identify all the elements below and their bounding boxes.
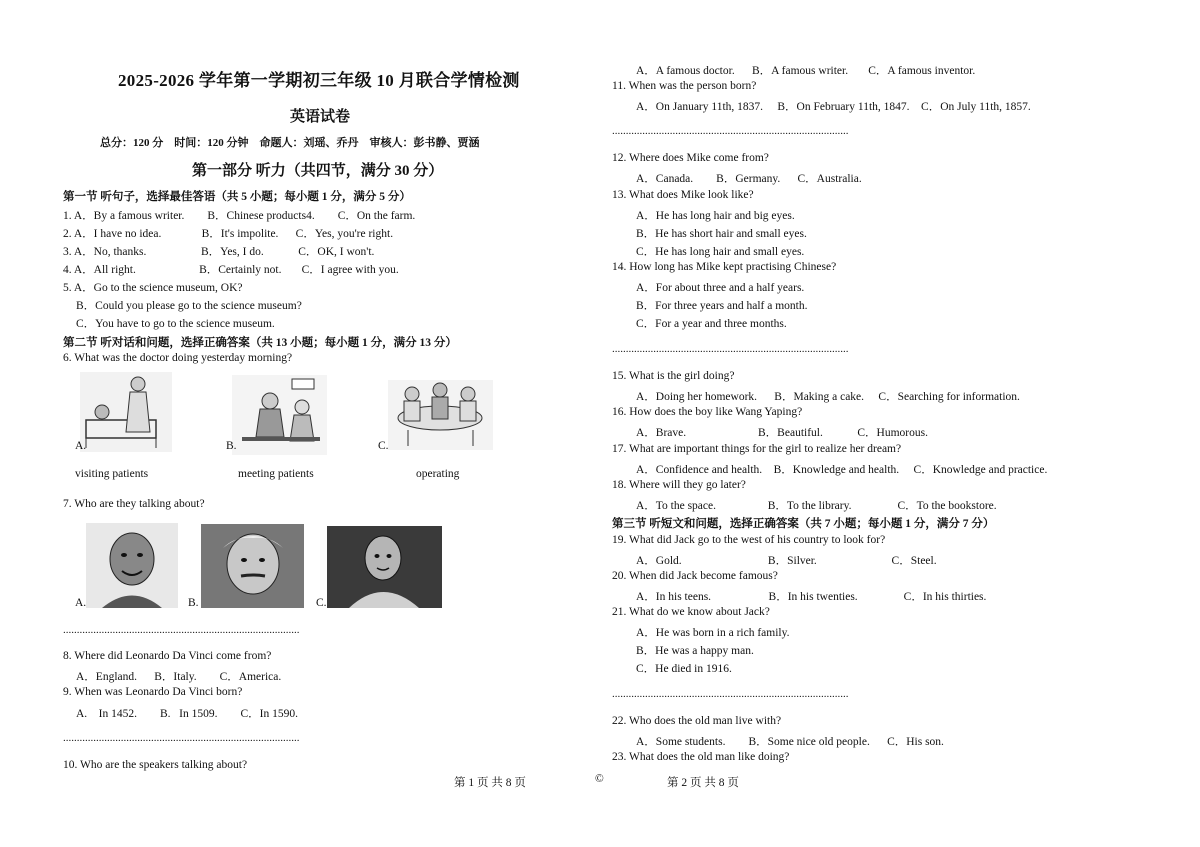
option-c-label: C. [378, 440, 389, 452]
exam-title: 2025-2026 学年第一学期初三年级 10 月联合学情检测 [118, 71, 520, 90]
question-3: 3. A．No, thanks. B．Yes, I do. C．OK, I won't. [63, 246, 375, 258]
exam-meta: 总分：120 分 时间：120 分钟 命题人：刘瑶、乔丹 审核人：彭书静、贾涵 [100, 137, 480, 149]
option-b-label: B. [188, 597, 199, 609]
option-a-label: A. [75, 440, 87, 452]
question-14-option-c: C．For a year and three months. [636, 318, 787, 330]
question-17: 17. What are important things for the girl to realize her dream? [612, 443, 902, 455]
question-15-options: A．Doing her homework. B．Making a cake. C．Searching for information. [636, 391, 1020, 403]
section-title: 第一节 听句子，选择最佳答语（共 5 小题；每小题 1 分，满分 5 分） [63, 191, 411, 203]
page-number-left: 第 1 页 共 8 页 [454, 777, 526, 789]
option-b-label: B. [226, 440, 237, 452]
question-9: 9. When was Leonardo Da Vinci born? [63, 686, 243, 698]
question-21-option-b: B．He was a happy man. [636, 645, 754, 657]
doctor-visiting-patients-image [80, 372, 172, 452]
question-14-option-b: B．For three years and half a month. [636, 300, 808, 312]
portrait-b-image [201, 524, 304, 608]
question-5-option-b: B．Could you please go to the science museum? [76, 300, 302, 312]
question-21: 21. What do we know about Jack? [612, 606, 770, 618]
doctor-meeting-patients-image [232, 375, 327, 455]
question-22: 22. Who does the old man live with? [612, 715, 782, 727]
question-18: 18. Where will they go later? [612, 479, 746, 491]
question-13-option-a: A．He has long hair and big eyes. [636, 210, 795, 222]
question-5-option-c: C．You have to go to the science museum. [76, 318, 275, 330]
question-23: 23. What does the old man like doing? [612, 751, 790, 763]
question-15: 15. What is the girl doing? [612, 370, 735, 382]
question-14: 14. How long has Mike kept practising Chinese? [612, 261, 837, 273]
question-6: 6. What was the doctor doing yesterday morning? [63, 352, 293, 364]
question-7: 7. Who are they talking about? [63, 498, 205, 510]
question-5: 5. A．Go to the science museum, OK? [63, 282, 243, 294]
dotted-separator: ...................................................................................... [63, 624, 300, 636]
question-2: 2. A．I have no idea. B．It's impolite. C．Yes, you're right. [63, 228, 394, 240]
question-22-options: A．Some students. B．Some nice old people. C．His son. [636, 736, 944, 748]
question-20-options: A．In his teens. B．In his twenties. C．In his thirties. [636, 591, 987, 603]
copyright-mark: © [595, 773, 604, 785]
question-13: 13. What does Mike look like? [612, 189, 754, 201]
dotted-separator: ...................................................................................... [63, 732, 300, 744]
question-16: 16. How does the boy like Wang Yaping? [612, 406, 803, 418]
question-13-option-c: C．He has long hair and small eyes. [636, 246, 805, 258]
question-12: 12. Where does Mike come from? [612, 152, 769, 164]
question-4: 4. A．All right. B．Certainly not. C．I agree with you. [63, 264, 399, 276]
question-17-options: A．Confidence and health. B．Knowledge and health. C．Knowledge and practice. [636, 464, 1048, 476]
question-8: 8. Where did Leonardo Da Vinci come from? [63, 650, 272, 662]
caption-visiting-patients: visiting patients [75, 468, 149, 480]
question-13-option-b: B．He has short hair and small eyes. [636, 228, 807, 240]
option-c-label: C. [316, 597, 327, 609]
option-a-label: A. [75, 597, 87, 609]
dotted-separator: ...................................................................................... [612, 688, 849, 700]
question-14-option-a: A．For about three and a half years. [636, 282, 805, 294]
page-number-right: 第 2 页 共 8 页 [667, 777, 739, 789]
question-11: 11. When was the person born? [612, 80, 757, 92]
exam-subtitle: 英语试卷 [290, 109, 351, 125]
question-18-options: A．To the space. B．To the library. C．To the bookstore. [636, 500, 997, 512]
section-title: 第二节 听对话和问题，选择正确答案（共 13 小题；每小题 1 分，满分 13 分） [63, 337, 457, 349]
question-21-option-c: C．He died in 1916. [636, 663, 732, 675]
question-1: 1. A．By a famous writer. B．Chinese products4. C．On the farm. [63, 210, 416, 222]
portrait-c-image [327, 526, 442, 608]
portrait-a-image [86, 523, 178, 608]
doctor-operating-image [388, 380, 493, 450]
question-8-options: A．England. B．Italy. C．America. [76, 671, 282, 683]
dotted-separator: ...................................................................................... [612, 343, 849, 355]
section-title: 第三节 听短文和问题，选择正确答案（共 7 小题；每小题 1 分，满分 7 分） [612, 518, 995, 530]
question-10: 10. Who are the speakers talking about? [63, 759, 248, 771]
caption-meeting-patients: meeting patients [238, 468, 314, 480]
caption-operating: operating [416, 468, 460, 480]
question-20: 20. When did Jack become famous? [612, 570, 778, 582]
dotted-separator: ...................................................................................... [612, 125, 849, 137]
question-21-option-a: A．He was born in a rich family. [636, 627, 790, 639]
question-19: 19. What did Jack go to the west of his country to look for? [612, 534, 886, 546]
part-title: 第一部分 听力（共四节，满分 30 分） [192, 163, 444, 179]
question-10-options: A．A famous doctor. B．A famous writer. C．A famous inventor. [636, 65, 976, 77]
question-11-options: A．On January 11th, 1837. B．On February 11th, 1847. C．On July 11th, 1857. [636, 101, 1031, 113]
question-12-options: A．Canada. B．Germany. C．Australia. [636, 173, 862, 185]
question-16-options: A．Brave. B．Beautiful. C．Humorous. [636, 427, 928, 439]
question-9-options: A. In 1452. B. In 1509. C．In 1590. [76, 708, 299, 720]
question-19-options: A．Gold. B．Silver. C．Steel. [636, 555, 937, 567]
